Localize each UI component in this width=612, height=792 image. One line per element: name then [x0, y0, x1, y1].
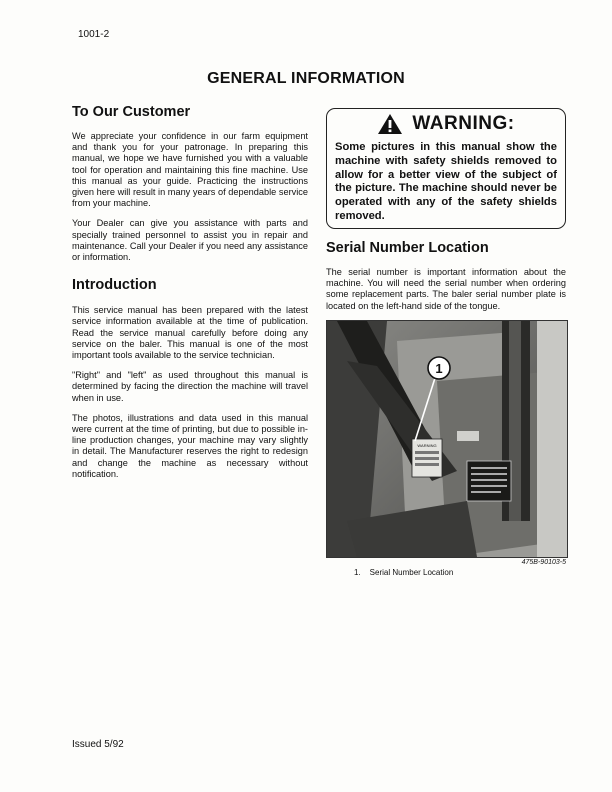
- introduction-paragraph: "Right" and "left" as used throughout this manual is determined by facing the direction the machine will travel when in use.: [72, 370, 308, 403]
- warning-header: [335, 113, 557, 135]
- warning-title: WARNING:: [412, 113, 515, 134]
- issued-date: Issued 5/92: [72, 739, 124, 750]
- caption-text: Serial Number Location: [369, 567, 454, 577]
- photo-code: 475B-90103-5: [521, 558, 566, 566]
- left-column: [72, 104, 308, 480]
- caption-number: 1.: [354, 567, 361, 577]
- warning-box: [326, 108, 566, 229]
- right-column: [326, 108, 566, 577]
- baler-tongue-illustration: [327, 321, 567, 557]
- callout-number: 1: [435, 360, 443, 376]
- introduction-paragraph: This service manual has been prepared with the latest service information available at the time of publication. Read the service manual carefully before doing any service on the baler. This manual is one of the most important tools available to the service technician.: [72, 305, 308, 361]
- warning-triangle-icon: [377, 113, 403, 135]
- customer-paragraph: We appreciate your confidence in our farm equipment and thank you for your patronage. In preparing this manual, we hope we have furnished you with a valuable tool for operation and maintaining this fine machine. Use this manual as your guide. Practicing the instructions given here will result in many years of dependable service from your machine.: [72, 131, 308, 209]
- page-number: 1001-2: [78, 29, 110, 40]
- serial-paragraph: The serial number is important information about the machine. You will need the serial number when ordering some replacement parts. The baler serial number plate is located on the left-hand side of the tongue.: [326, 267, 566, 311]
- introduction-paragraph: The photos, illustrations and data used in this manual were current at the time of printing, but due to possible in-line production changes, your machine may vary slightly in detail. The Manufacturer reserves the right to redesign and change the machine as necessary without notification.: [72, 412, 308, 479]
- customer-paragraph: Your Dealer can give you assistance with parts and specially trained personnel to assist you in repair and maintenance. Call your Dealer if you need any assistance or information.: [72, 218, 308, 263]
- decal-label: WARNING: [417, 442, 437, 448]
- introduction-heading: Introduction: [72, 277, 157, 294]
- warning-text: Some pictures in this manual show the machine with safety shields removed to allow for a better view of the subject of the picture. The machine should never be operated with any of the safety shields removed.: [335, 141, 557, 222]
- customer-heading: To Our Customer: [72, 104, 191, 120]
- page-title: GENERAL INFORMATION: [207, 70, 405, 87]
- photo-caption: [326, 568, 566, 577]
- serial-location-photo: [326, 320, 568, 558]
- serial-heading: Serial Number Location: [326, 240, 489, 256]
